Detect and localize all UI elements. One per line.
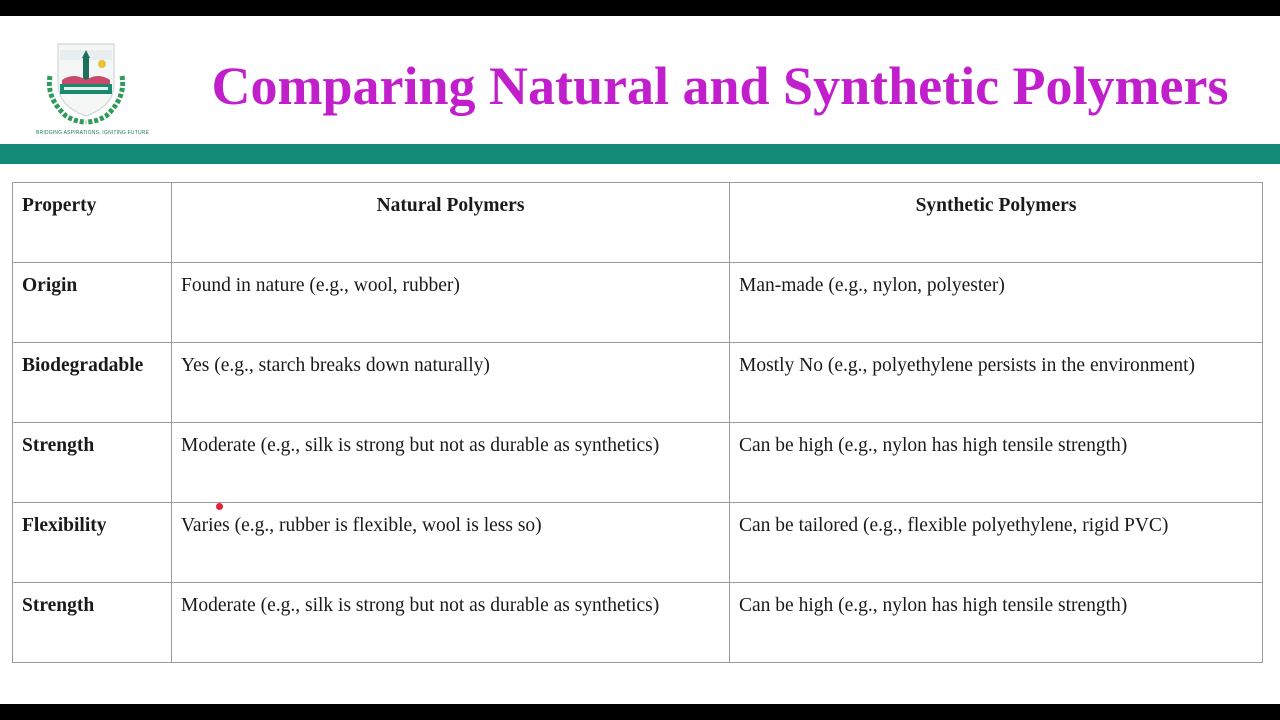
table-row bbox=[13, 423, 1263, 503]
row-synthetic-cell: Can be high (e.g., nylon has high tensile strength) bbox=[730, 423, 1263, 503]
table-header-row bbox=[13, 183, 1263, 263]
table-row bbox=[13, 263, 1263, 343]
row-property-cell: Flexibility bbox=[13, 503, 172, 583]
row-synthetic-cell: Can be tailored (e.g., flexible polyethylene, rigid PVC) bbox=[730, 503, 1263, 583]
header-property: Property bbox=[13, 183, 172, 263]
row-natural-cell: Moderate (e.g., silk is strong but not as durable as synthetics) bbox=[172, 583, 730, 663]
row-property-cell: Strength bbox=[13, 583, 172, 663]
slide bbox=[0, 16, 1280, 704]
school-logo bbox=[36, 36, 150, 140]
header-divider-bar bbox=[0, 144, 1280, 164]
row-synthetic-cell: Can be high (e.g., nylon has high tensile strength) bbox=[730, 583, 1263, 663]
row-synthetic-cell: Man-made (e.g., nylon, polyester) bbox=[730, 263, 1263, 343]
table-row bbox=[13, 503, 1263, 583]
table-row bbox=[13, 583, 1263, 663]
logo-tagline: BRIDGING ASPIRATIONS, IGNITING FUTURE bbox=[36, 130, 150, 136]
row-property-cell: Biodegradable bbox=[13, 343, 172, 423]
row-property-cell: Origin bbox=[13, 263, 172, 343]
comparison-table bbox=[12, 182, 1263, 663]
row-property-cell: Strength bbox=[13, 423, 172, 503]
row-natural-cell: Found in nature (e.g., wool, rubber) bbox=[172, 263, 730, 343]
page-title: Comparing Natural and Synthetic Polymers bbox=[211, 56, 1229, 116]
crest-icon bbox=[36, 36, 136, 128]
table-row bbox=[13, 343, 1263, 423]
row-natural-cell: Varies (e.g., rubber is flexible, wool is less so) bbox=[172, 503, 730, 583]
row-natural-cell: Moderate (e.g., silk is strong but not as durable as synthetics) bbox=[172, 423, 730, 503]
header-synthetic: Synthetic Polymers bbox=[730, 183, 1263, 263]
row-natural-cell: Yes (e.g., starch breaks down naturally) bbox=[172, 343, 730, 423]
laser-pointer-dot bbox=[216, 503, 223, 510]
row-synthetic-cell: Mostly No (e.g., polyethylene persists in the environment) bbox=[730, 343, 1263, 423]
header-natural: Natural Polymers bbox=[172, 183, 730, 263]
